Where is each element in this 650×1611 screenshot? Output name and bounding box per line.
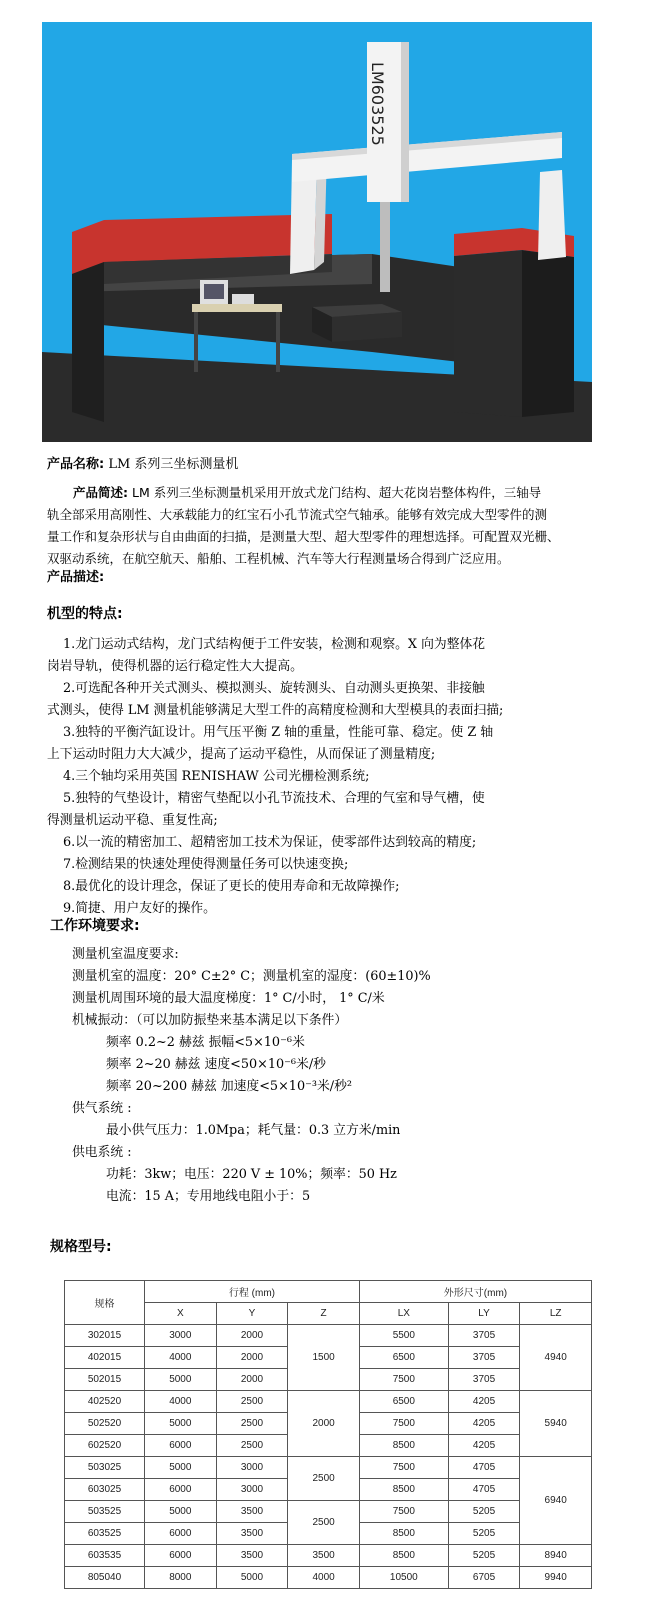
spec-header-size: 外形尺寸(mm) (359, 1281, 591, 1303)
product-intro-line: LM 系列三坐标测量机采用开放式龙门结构、超大花岗岩整体构件，三轴导 (131, 485, 542, 500)
product-intro-label: 产品简述: (73, 485, 128, 500)
spec-cell-y: 2500 (216, 1435, 288, 1457)
spec-cell-model: 402015 (65, 1347, 145, 1369)
spec-cell-y: 3000 (216, 1479, 288, 1501)
spec-cell-z: 4000 (288, 1567, 360, 1589)
environment-line: 频率 2~20 赫兹 速度<50×10⁻⁶米/秒 (106, 1057, 326, 1072)
feature-line: 式测头，使得 LM 测量机能够满足大型工件的高精度检测和大型模具的表面扫描; (47, 703, 504, 718)
feature-line: 7.检测结果的快速处理使得测量任务可以快速变换; (63, 857, 349, 872)
environment-line: 电流：15 A；专用地线电阻小于：5 (106, 1189, 311, 1204)
spec-header-travel: 行程 (mm) (145, 1281, 360, 1303)
spec-cell-x: 5000 (145, 1413, 217, 1435)
spec-cell-x: 3000 (145, 1325, 217, 1347)
environment-line: 机械振动：（可以加防振垫来基本满足以下条件） (72, 1013, 348, 1028)
spec-cell-x: 6000 (145, 1435, 217, 1457)
spec-cell-ly: 3705 (448, 1369, 520, 1391)
spec-header-model: 规格 (65, 1281, 145, 1325)
product-intro-line: 双驱动系统，在航空航天、船舶、工程机械、汽车等大行程测量场合得到广泛应用。 (47, 551, 510, 566)
environment-line: 测量机室温度要求: (72, 947, 179, 962)
feature-line: 6.以一流的精密加工、超精密加工技术为保证，使零部件达到较高的精度; (63, 835, 477, 850)
spec-cell-z: 1500 (288, 1325, 360, 1391)
spec-cell-x: 5000 (145, 1457, 217, 1479)
spec-cell-y: 2500 (216, 1413, 288, 1435)
spec-cell-ly: 3705 (448, 1325, 520, 1347)
spec-cell-ly: 4705 (448, 1479, 520, 1501)
spec-cell-x: 4000 (145, 1391, 217, 1413)
table-row (65, 1501, 592, 1523)
environment-line: 频率 20~200 赫兹 加速度<5×10⁻³米/秒² (106, 1079, 353, 1094)
spec-col-z: Z (288, 1303, 360, 1325)
feature-line: 得测量机运动平稳、重复性高; (47, 813, 218, 828)
spec-cell-y: 3500 (216, 1501, 288, 1523)
spec-title: 规格型号: (50, 1239, 112, 1255)
spec-col-x: X (145, 1303, 217, 1325)
spec-cell-x: 5000 (145, 1369, 217, 1391)
photo-gantry-right-leg (538, 170, 566, 260)
spec-cell-y: 3500 (216, 1545, 288, 1567)
spec-cell-y: 3000 (216, 1457, 288, 1479)
spec-cell-model: 603535 (65, 1545, 145, 1567)
environment-line: 功耗：3kw；电压：220 V ± 10%；频率：50 Hz (106, 1167, 397, 1182)
photo-desk (192, 304, 282, 312)
spec-cell-ly: 5205 (448, 1501, 520, 1523)
product-name-value: LM 系列三坐标测量机 (108, 457, 239, 472)
spec-cell-lx: 7500 (359, 1457, 448, 1479)
environment-line: 供气系统 : (72, 1101, 132, 1116)
spec-cell-lx: 6500 (359, 1347, 448, 1369)
spec-cell-model: 302015 (65, 1325, 145, 1347)
spec-cell-x: 8000 (145, 1567, 217, 1589)
spec-cell-model: 502015 (65, 1369, 145, 1391)
spec-cell-lx: 8500 (359, 1545, 448, 1567)
spec-cell-z: 2000 (288, 1391, 360, 1457)
spec-cell-ly: 5205 (448, 1523, 520, 1545)
spec-col-lx: LX (359, 1303, 448, 1325)
table-row (65, 1567, 592, 1589)
photo-computer-case (232, 294, 254, 304)
spec-cell-z: 2500 (288, 1457, 360, 1501)
feature-line: 2.可选配各种开关式测头、模拟测头、旋转测头、自动测头更换架、非接触 (63, 681, 485, 696)
spec-cell-lz: 4940 (520, 1325, 592, 1391)
spec-cell-model: 603525 (65, 1523, 145, 1545)
environment-line: 测量机室的温度：20° C±2° C；测量机室的湿度：(60±10)% (72, 969, 431, 984)
spec-cell-lz: 9940 (520, 1567, 592, 1589)
environment-line: 最小供气压力：1.0Mpa；耗气量：0.3 立方米/min (106, 1123, 401, 1138)
spec-cell-lx: 10500 (359, 1567, 448, 1589)
spec-cell-z: 2500 (288, 1501, 360, 1545)
spec-cell-lx: 5500 (359, 1325, 448, 1347)
spec-cell-lx: 7500 (359, 1369, 448, 1391)
spec-cell-ly: 5205 (448, 1545, 520, 1567)
feature-line: 3.独特的平衡汽缸设计。用气压平衡 Z 轴的重量，性能可靠、稳定。使 Z 轴 (63, 725, 494, 740)
feature-line: 岗岩导轨，使得机器的运行稳定性大大提高。 (47, 659, 303, 674)
spec-cell-x: 5000 (145, 1501, 217, 1523)
spec-cell-model: 603025 (65, 1479, 145, 1501)
spec-cell-y: 2000 (216, 1325, 288, 1347)
feature-line: 4.三个轴均采用英国 RENISHAW 公司光栅检测系统; (63, 769, 370, 784)
environment-line: 频率 0.2~2 赫兹 振幅<5×10⁻⁶米 (106, 1035, 305, 1050)
spec-cell-y: 2500 (216, 1391, 288, 1413)
spec-cell-ly: 4705 (448, 1457, 520, 1479)
environment-line: 供电系统 : (72, 1145, 132, 1160)
feature-line: 8.最优化的设计理念，保证了更长的使用寿命和无故障操作; (63, 879, 400, 894)
spec-cell-ly: 4205 (448, 1435, 520, 1457)
spec-table-body (65, 1325, 592, 1589)
spec-cell-lx: 8500 (359, 1523, 448, 1545)
spec-cell-ly: 6705 (448, 1567, 520, 1589)
table-row (65, 1325, 592, 1347)
spec-cell-y: 2000 (216, 1347, 288, 1369)
spec-cell-ly: 3705 (448, 1347, 520, 1369)
spec-cell-lx: 8500 (359, 1479, 448, 1501)
spec-cell-ly: 4205 (448, 1391, 520, 1413)
spec-cell-lz: 8940 (520, 1545, 592, 1567)
feature-line: 1.龙门运动式结构，龙门式结构便于工件安装，检测和观察。X 向为整体花 (63, 637, 486, 652)
spec-cell-lx: 8500 (359, 1435, 448, 1457)
product-name-label: 产品名称: (47, 457, 105, 472)
spec-cell-lz: 5940 (520, 1391, 592, 1457)
product-photo (42, 22, 592, 442)
features-title: 机型的特点: (47, 606, 123, 622)
spec-col-lz: LZ (520, 1303, 592, 1325)
spec-cell-model: 602520 (65, 1435, 145, 1457)
spec-cell-ly: 4205 (448, 1413, 520, 1435)
spec-cell-model: 402520 (65, 1391, 145, 1413)
environment-list (72, 944, 612, 1208)
product-intro (47, 482, 617, 570)
photo-gantry-label: LM603525 (368, 62, 387, 146)
spec-cell-x: 6000 (145, 1523, 217, 1545)
table-row (65, 1545, 592, 1567)
spec-cell-x: 4000 (145, 1347, 217, 1369)
spec-cell-model: 503525 (65, 1501, 145, 1523)
feature-line: 上下运动时阻力大大减少，提高了运动平稳性，从而保证了测量精度; (47, 747, 436, 762)
product-intro-line: 轨全部采用高刚性、大承载能力的红宝石小孔节流式空气轴承。能够有效完成大型零件的测 (47, 507, 548, 522)
spec-cell-x: 6000 (145, 1479, 217, 1501)
table-row (65, 1457, 592, 1479)
spec-cell-lz: 6940 (520, 1457, 592, 1545)
spec-cell-x: 6000 (145, 1545, 217, 1567)
spec-cell-model: 502520 (65, 1413, 145, 1435)
spec-col-y: Y (216, 1303, 288, 1325)
feature-line: 5.独特的气垫设计，精密气垫配以小孔节流技术、合理的气室和导气槽，使 (63, 791, 485, 806)
spec-col-ly: LY (448, 1303, 520, 1325)
spec-cell-lx: 6500 (359, 1391, 448, 1413)
product-desc-label: 产品描述: (47, 570, 105, 585)
feature-line: 9.简捷、用户友好的操作。 (63, 901, 216, 916)
spec-cell-y: 2000 (216, 1369, 288, 1391)
environment-line: 测量机周围环境的最大温度梯度：1° C/小时， 1° C/米 (72, 991, 385, 1006)
spec-cell-y: 5000 (216, 1567, 288, 1589)
spec-cell-lx: 7500 (359, 1413, 448, 1435)
spec-cell-z: 3500 (288, 1545, 360, 1567)
spec-table (64, 1280, 592, 1589)
product-intro-line: 量工作和复杂形状与自由曲面的扫描，是测量大型、超大型零件的理想选择。可配置双光栅、 (47, 529, 560, 544)
spec-cell-model: 805040 (65, 1567, 145, 1589)
product-name (47, 454, 238, 476)
spec-cell-lx: 7500 (359, 1501, 448, 1523)
table-row (65, 1391, 592, 1413)
environment-title: 工作环境要求: (50, 918, 140, 934)
spec-cell-y: 3500 (216, 1523, 288, 1545)
features-list (47, 634, 617, 920)
spec-cell-model: 503025 (65, 1457, 145, 1479)
